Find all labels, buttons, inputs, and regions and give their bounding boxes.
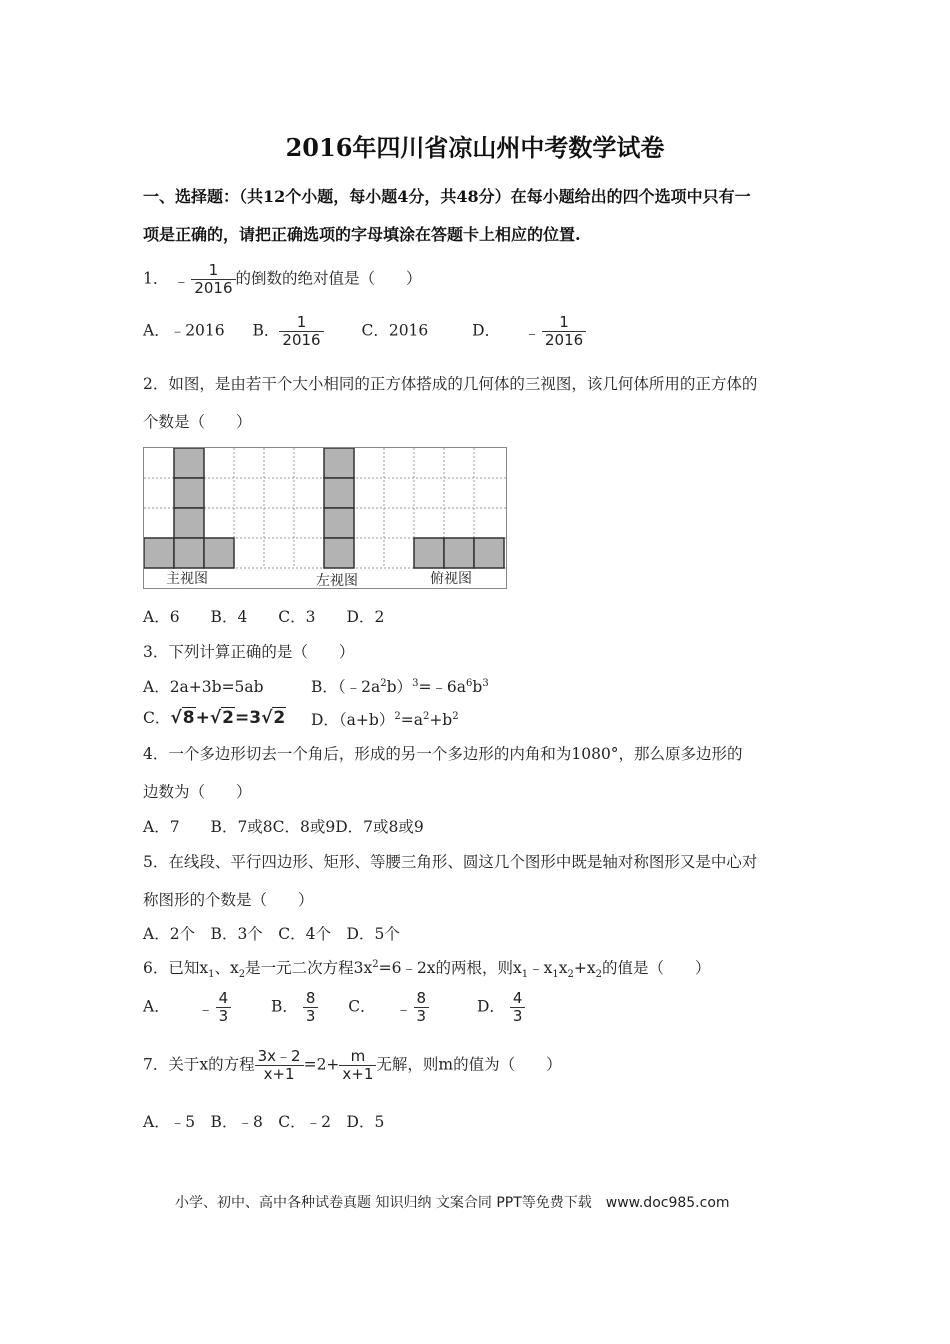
option-c-label: C． <box>348 997 376 1016</box>
exponent: 2 <box>422 710 430 722</box>
radicand: 2 <box>222 708 234 728</box>
option-d-fraction <box>510 990 526 1025</box>
option-d-label: D． <box>472 321 501 340</box>
stem-text: ﹣x <box>528 959 553 977</box>
question-1 <box>143 262 422 297</box>
option-b-label: B． <box>271 997 298 1016</box>
minus-sign: ﹣ <box>197 999 214 1018</box>
fraction-numerator: 1 <box>296 313 307 331</box>
option-b-text: B．（﹣2a <box>311 678 381 696</box>
question-4-options: A．7 B．7或8C．8或9D．7或8或9 <box>143 818 424 836</box>
exponent: 3 <box>412 677 419 689</box>
question-text: 的倒数的绝对值是（ ） <box>235 269 422 288</box>
stem-text: 是一元二次方程3x <box>245 959 373 977</box>
option-b-text: b <box>472 678 483 696</box>
fraction-denominator: 3 <box>303 1007 319 1025</box>
subscript: 2 <box>595 969 603 981</box>
fraction-denominator: x+1 <box>339 1065 376 1083</box>
stem-text: 6．已知x <box>143 959 209 977</box>
exponent: 6 <box>466 677 473 689</box>
fraction-numerator: 3x﹣2 <box>257 1047 301 1065</box>
option-d-text: D．（a+b） <box>311 711 395 729</box>
stem-text: x <box>558 959 568 977</box>
question-5-options: A．2个 B．3个 C．4个 D．5个 <box>143 925 400 943</box>
radicand: 8 <box>182 708 195 728</box>
option-a-label: A． <box>143 997 170 1016</box>
page-title: 2016年四川省凉山州中考数学试卷 <box>285 133 665 162</box>
stem-text: 、x <box>214 959 239 977</box>
plus-sign: + <box>195 708 210 728</box>
option-c: C．2016 <box>361 321 429 340</box>
top-view-label: 俯视图 <box>430 571 472 587</box>
option-c-fraction <box>414 990 430 1025</box>
stem-text: =6﹣2x的两根，则x <box>378 959 522 977</box>
question-4-line2: 边数为（ ） <box>143 783 252 801</box>
fraction-numerator: m <box>350 1047 366 1065</box>
option-b-text: =﹣6a <box>418 678 467 696</box>
fraction-denominator: 2016 <box>279 331 323 349</box>
section-heading-line1: 一、选择题：（共12个小题，每小题4分，共48分）在每小题给出的四个选项中只有一 <box>143 187 751 206</box>
fraction-denominator: 2016 <box>191 279 235 297</box>
exponent: 2 <box>394 710 401 722</box>
exponent: 3 <box>482 677 489 689</box>
left-view-label: 左视图 <box>316 573 358 589</box>
exponent: 2 <box>452 710 459 722</box>
minus-sign: ﹣ <box>395 999 412 1018</box>
fraction-numerator: 1 <box>208 261 219 279</box>
option-a-fraction <box>216 990 232 1025</box>
minus-sign: ﹣ <box>523 323 540 342</box>
fraction-numerator: 1 <box>559 313 569 331</box>
option-a: A．﹣2016 <box>143 321 225 340</box>
fraction <box>191 262 235 297</box>
option-d-text: =a <box>400 711 423 729</box>
question-3-stem: 3．下列计算正确的是（ ） <box>143 643 355 661</box>
option-b-label: B． <box>252 321 280 340</box>
front-view-label: 主视图 <box>166 571 208 587</box>
question-2-line1: 2．如图，是由若干个大小相同的正方体搭成的几何体的三视图，该几何体所用的正方体的 <box>143 375 758 393</box>
question-1-options <box>143 314 586 349</box>
exponent: 2 <box>372 958 379 970</box>
subscript: 2 <box>567 969 574 981</box>
three-views-figure <box>143 447 507 589</box>
fraction-denominator: 3 <box>216 1007 232 1025</box>
question-5-line2: 称图形的个数是（ ） <box>143 891 314 909</box>
question-7-stem <box>143 1048 562 1083</box>
option-b-text: b） <box>386 678 413 696</box>
question-6-options <box>143 990 525 1025</box>
three-views-grid <box>144 448 506 588</box>
equation-fraction-right <box>339 1048 376 1083</box>
option-b-fraction <box>303 990 319 1025</box>
option-d-fraction <box>542 314 586 349</box>
question-3-option-d <box>311 708 459 730</box>
question-2-options: A．6 B．4 C．3 D．2 <box>143 608 385 626</box>
subscript: 1 <box>521 969 529 981</box>
fraction-denominator: 3 <box>414 1007 430 1025</box>
question-3-option-a: A．2a+3b=5ab <box>143 678 264 696</box>
top-view-squares <box>414 538 504 568</box>
stem-text: +x <box>573 959 596 977</box>
section-heading-line2: 项是正确的，请把正确选项的字母填涂在答题卡上相应的位置. <box>143 225 581 244</box>
question-number: 1． <box>143 269 169 288</box>
option-b-fraction <box>279 314 323 349</box>
minus-sign: ﹣ <box>173 271 190 290</box>
fraction-numerator: 4 <box>512 989 523 1007</box>
subscript: 1 <box>208 969 215 981</box>
stem-text: 的值是（ ） <box>602 959 711 977</box>
fraction-denominator: 3 <box>510 1007 526 1025</box>
fraction-numerator: 4 <box>218 989 229 1007</box>
stem-text: 7．关于x的方程 <box>143 1055 255 1074</box>
stem-text: 无解，则m的值为（ ） <box>376 1055 562 1074</box>
question-5-line1: 5．在线段、平行四边形、矩形、等腰三角形、圆这几个图形中既是轴对称图形又是中心对 <box>143 853 758 871</box>
equals-sign: =3 <box>235 708 262 728</box>
fraction-numerator: 8 <box>416 989 427 1007</box>
option-d-text: +b <box>429 711 453 729</box>
option-c-label: C． <box>143 709 171 727</box>
fraction-denominator: 2016 <box>542 331 586 349</box>
question-4-line1: 4．一个多边形切去一个角后，形成的另一个多边形的内角和为1080°，那么原多边形的 <box>143 745 743 763</box>
option-d-label: D． <box>476 997 505 1016</box>
question-7-options: A．﹣5 B．﹣8 C．﹣2 D．5 <box>143 1113 385 1131</box>
sqrt-expression: √8+√2=3√2 <box>170 708 286 728</box>
question-3-option-c <box>143 706 286 728</box>
page-footer: 小学、初中、高中各种试卷真题 知识归纳 文案合同 PPT等免费下载 www.doc985.com <box>175 1195 730 1211</box>
left-view-squares <box>324 448 354 568</box>
question-6-stem <box>143 956 711 980</box>
equation-fraction-left <box>255 1048 304 1083</box>
fraction-numerator: 8 <box>305 989 316 1007</box>
question-2-line2: 个数是（ ） <box>143 413 252 431</box>
fraction-denominator: x+1 <box>255 1065 304 1083</box>
radicand: 2 <box>273 708 286 728</box>
question-3-option-b <box>311 675 489 697</box>
stem-text: =2+ <box>303 1055 340 1074</box>
subscript: 2 <box>238 969 246 981</box>
exponent: 2 <box>380 677 387 689</box>
subscript: 1 <box>552 969 559 981</box>
